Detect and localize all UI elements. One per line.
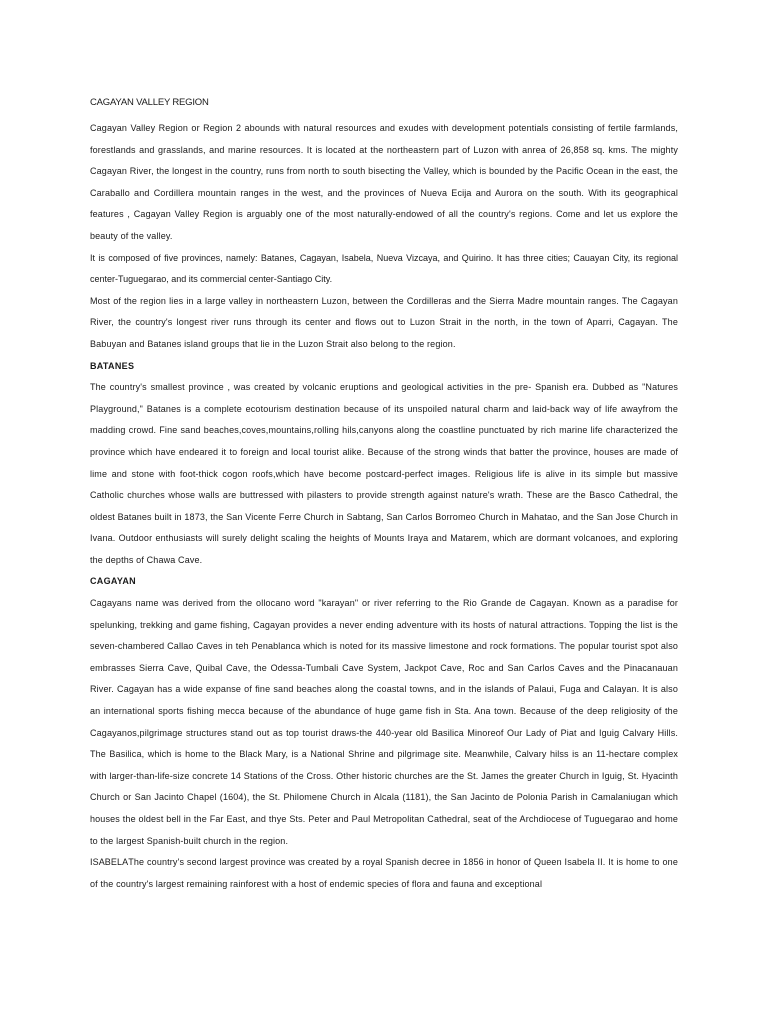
cagayan-heading: CAGAYAN <box>90 576 136 587</box>
document-title: CAGAYAN VALLEY REGION <box>90 97 209 108</box>
batanes-heading: BATANES <box>90 360 135 371</box>
intro-paragraph-3: Most of the region lies in a large valley in northeastern Luzon, between the Cordilleras and the Sierra Madre mountain ranges. The Cagayan River, the country's longest river runs through its center and flows out to Luzon Strait in the north, in the town of Aparri, Cagayan. The Babuyan and Batanes island groups that lie in the Luzon Strait also belong to the region. <box>90 295 678 349</box>
document-page <box>90 96 678 895</box>
intro-paragraph-2: It is composed of five provinces, namely: Batanes, Cagayan, Isabela, Nueva Vizcaya, and Quirino. It has three cities; Cauayan City, its regional center-Tuguegarao, and its commercial center-Santiago City. <box>90 252 678 285</box>
cagayan-paragraph: Cagayans name was derived from the ollocano word "karayan" or river referring to the Rio Grande de Cagayan. Known as a paradise for spelunking, trekking and game fishing, Cagayan provides a never ending adventure with its hosts of natural attractions. Topping the list is the seven-chambered Callao Caves in teh Penablanca which is noted for its massive limestone and rock formations. The popular tourist spot also embrasses Sierra Cave, Quibal Cave, the Odessa-Tumbali Cave System, Jackpot Cave, Roc and San Carlos Caves and the Pinacanauan River. Cagayan has a wide expanse of fine sand beaches along the coastal towns, and in the islands of Palaui, Fuga and Calayan. It is also an international sports fishing mecca because of the abundance of huge game fish in Sta. Ana town. Because of the deep religiosity of the Cagayanos,pilgrimage structures stand out as top tourist draws-the 440-year old Basilica Minoreof Our Lady of Piat and Iguig Calvary Hills. The Basilica, which is home to the Black Mary, is a National Shrine and pilgrimage site. Meanwhile, Calvary hilss is an 11-hectare complex with larger-than-life-size concrete 14 Stations of the Cross. Other historic churches are the St. James the greater Church in Iguig, St. Hyacinth Church or San Jacinto Chapel (1604), the St. Philomene Church in Alcala (1181), the San Jacinto de Polonia Parish in Camalaniugan which houses the oldest bell in the Far East, and thye Sts. Peter and Paul Metropolitan Cathedral, seat of the Archdiocese of Tuguegarao and home to the largest Spanish-built church in the region. <box>90 598 678 846</box>
intro-paragraph-1: Cagayan Valley Region or Region 2 abounds with natural resources and exudes with development potentials consisting of fertile farmlands, forestlands and grasslands, and marine resources. It is located at the northeastern part of Luzon with anrea of 26,858 sq. kms. The mighty Cagayan River, the longest in the country, runs from north to south bisecting the Valley, which is bounded by the Pacific Ocean in the east, the Caraballo and Cordillera mountain ranges in the west, and the provinces of Nueva Ecija and Aurora on the south. With its geographical features , Cagayan Valley Region is arguably one of the most naturally-endowed of all the country's regions. Come and let us explore the beauty of the valley. <box>90 123 678 241</box>
isabela-heading: ISABELA <box>90 857 129 868</box>
isabela-text: The country's second largest province was created by a royal Spanish decree in 1856 in honor of Queen Isabela II. It is home to one of the country's largest remaining rainforest with a host of endemic species of flora and fauna and exceptional <box>90 857 678 889</box>
isabela-paragraph <box>90 852 678 895</box>
batanes-paragraph: The country's smallest province , was created by volcanic eruptions and geological activities in the pre- Spanish era. Dubbed as "Natures Playground," Batanes is a complete ecotourism destination because of its unspoiled natural charm and laid-back way of life awayfrom the madding crowd. Fine sand beaches,coves,mountains,rolling hils,canyons along the coastline punctuated by rich marine life characterized the province which have endeared it to foreign and local tourist alike. Because of the strong winds that batter the province, houses are made of lime and stone with foot-thick cogon roofs,which have become postcard-perfect images. Religious life is alive in its simple but massive Catholic churches whose walls are buttressed with pilasters to provide strength against nature's wrath. These are the Basco Cathedral, the oldest Batanes built in 1873, the San Vicente Ferre Church in Sabtang, San Carlos Borromeo Church in Mahatao, and the San Jose Church in Ivana. Outdoor enthusiasts will surely delight scaling the heights of Mounts Iraya and Matarem, which are dormant volcanoes, and exploring the depths of Chawa Cave. <box>90 382 678 565</box>
